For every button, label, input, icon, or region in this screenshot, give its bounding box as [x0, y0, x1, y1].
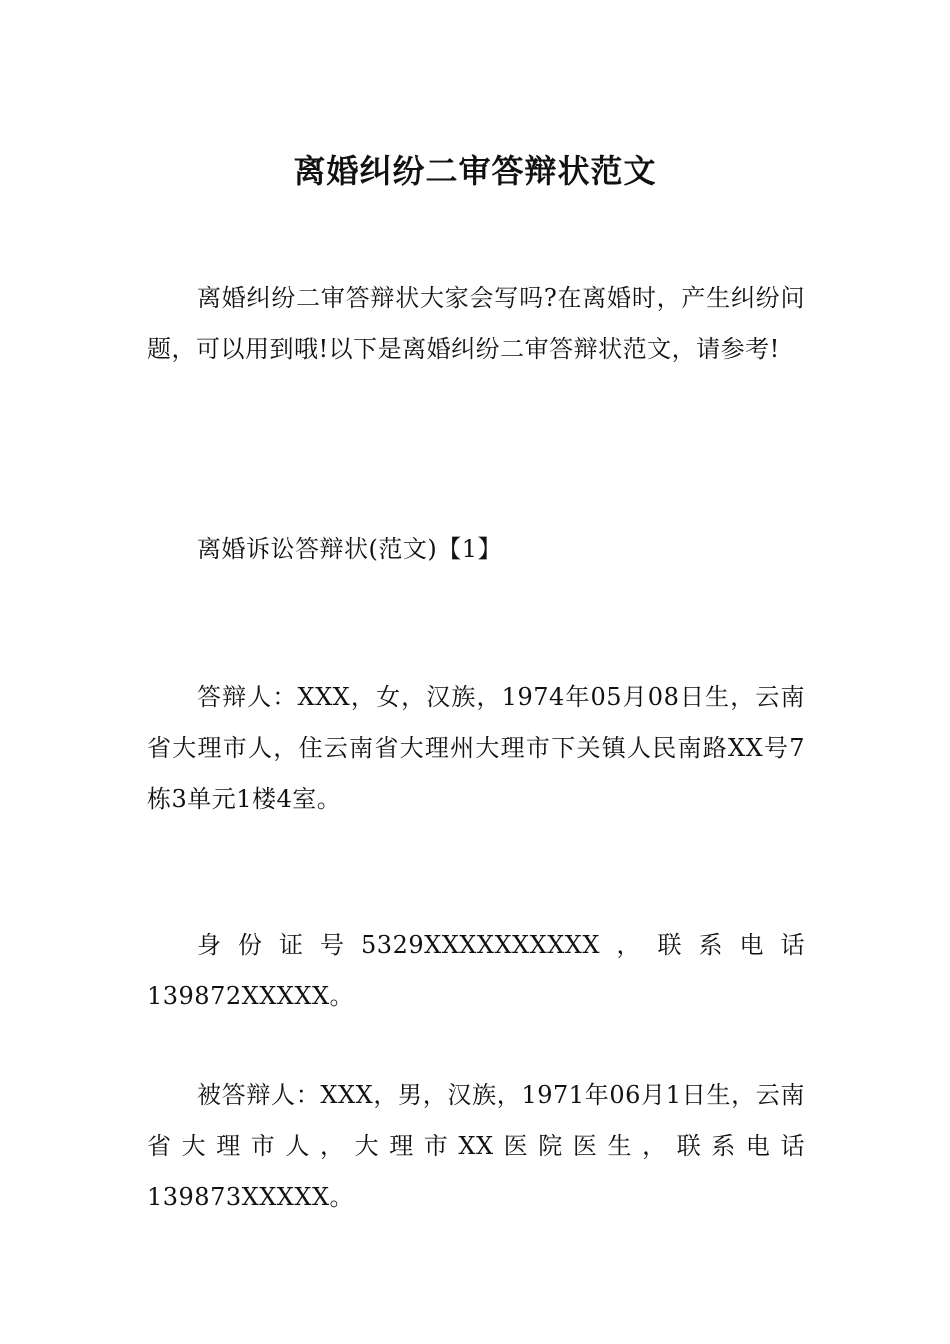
respondent-paragraph: 答辩人：XXX，女，汉族，1974年05月08日生，云南省大理市人，住云南省大理州大理市下关镇人民南路XX号7栋3单元1楼4室。 — [147, 683, 805, 813]
document-title: 离婚纠纷二审答辩状范文 — [293, 152, 657, 191]
section-heading: 离婚诉讼答辩状(范文)【1】 — [197, 535, 502, 563]
intro-paragraph: 离婚纠纷二审答辩状大家会写吗?在离婚时，产生纠纷问题，可以用到哦!以下是离婚纠纷二审答辩状范文，请参考! — [147, 284, 805, 363]
id-contact-paragraph: 身份证号5329XXXXXXXXXX，联系电话139872XXXXX。 — [147, 931, 805, 1010]
opponent-paragraph: 被答辩人：XXX，男，汉族，1971年06月1日生，云南省大理市人，大理市XX医院医生，联系电话139873XXXXX。 — [147, 1081, 805, 1211]
